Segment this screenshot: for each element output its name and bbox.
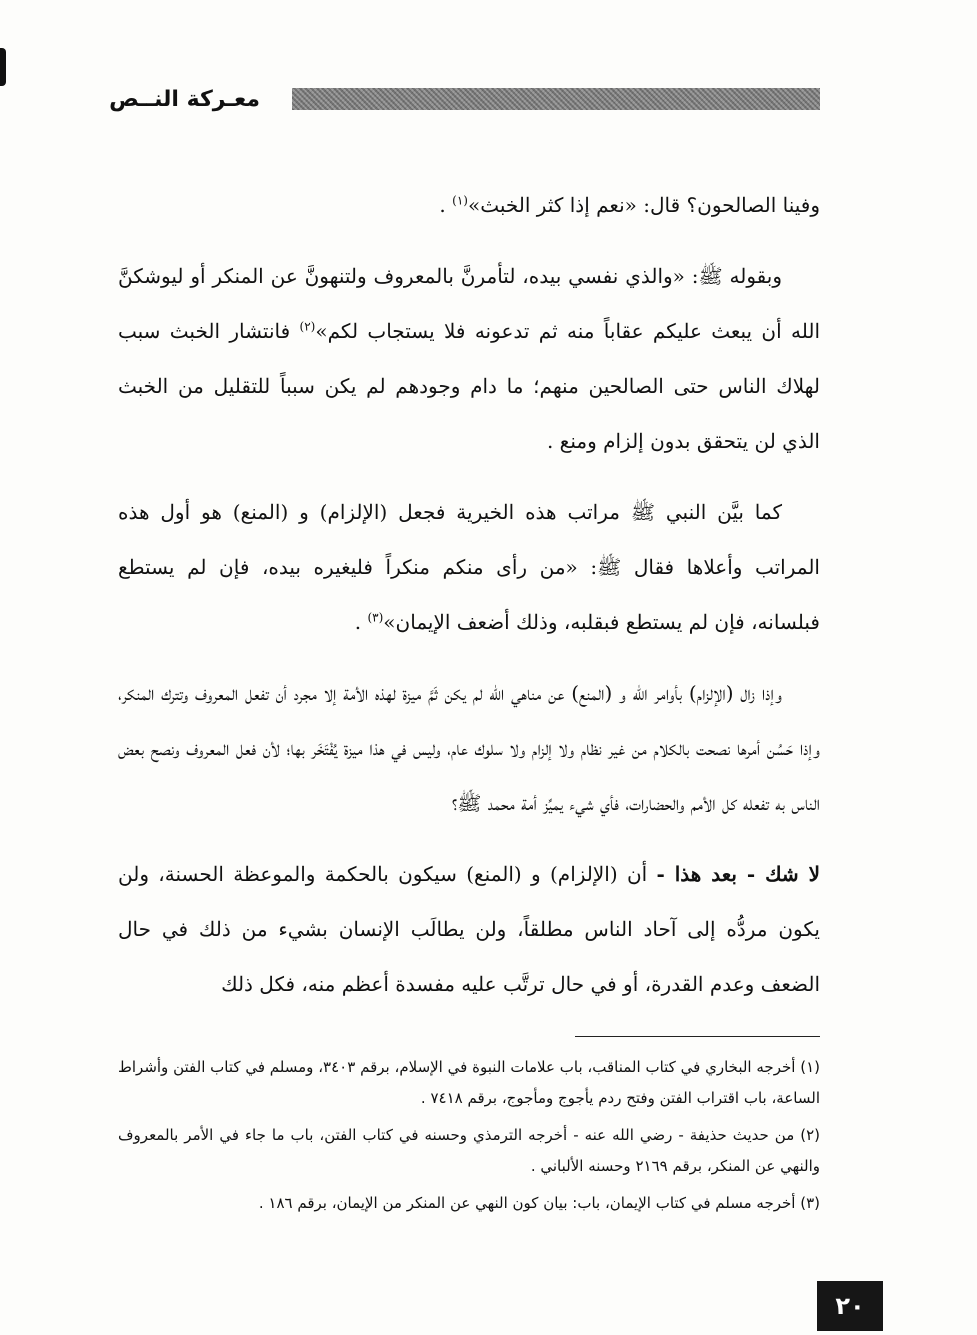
- paragraph: [118, 847, 820, 1012]
- paragraph: [118, 178, 820, 233]
- paragraph-text: كما بيَّن النبي ﷺ مراتب هذه الخيرية فجعل (الإلزام) و (المنع) هو أول هذه المراتب وأعلاها فقال ﷺ: «من رأى منكم منكراً فليغيره بيده، فإن لم يستطع فبلسانه، فإن لم يستطع فبقلبه، وذلك أضعف الإيمان»: [118, 500, 820, 634]
- footnote: (٣) أخرجه مسلم في كتاب الإيمان، باب: بيان كون النهي عن المنكر من الإيمان، برقم ١٨٦ .: [258, 1194, 820, 1212]
- paragraph-tail: .: [354, 610, 368, 634]
- paragraph: [118, 666, 820, 831]
- paragraph-text: وإذا زال (الإلزام) بأوامر الله و (المنع) عن مناهي الله لم يكن ثَمَّ ميزة لهذه الأمة إلا مجرد أن تفعل المعروف وتترك المنكر، وإذا حَسُن أمرها نصحت بالكلام من غير نظام ولا إلزام ولا سلوك عام، وليس في هذا ميزة يُفْتَخَر بها؛ لأن فعل المعروف ونصح بعض الناس به تفعله كل الأمم والحضارات، فأي شيء يميِّز أمة محمد ﷺ؟: [118, 681, 820, 815]
- paragraph-tail: .: [439, 193, 453, 217]
- paragraph: [118, 249, 820, 469]
- page-edge-mark: [0, 48, 6, 86]
- running-title: معـركة النــص: [109, 87, 260, 112]
- footnotes: [118, 1052, 820, 1225]
- paragraph-text: أن (الإلزام) و (المنع) سيكون بالحكمة والموعظة الحسنة، ولن يكون مردُّه إلى آحاد الناس مطلقاً، ولن يطالَب الإنسان بشيء من ذلك في حال الضعف وعدم القدرة، أو في حال ترتَّب عليه مفسدة أعظم منه، فكل ذلك: [118, 862, 820, 996]
- paragraph-text: وبقوله ﷺ: «والذي نفسي بيده، لتأمرنَّ بالمعروف ولتنهونَّ عن المنكر أو ليوشكنَّ الله أن يبعث عليكم عقاباً منه ثم تدعونه فلا يستجاب لكم»: [118, 264, 821, 343]
- footnote-separator: [575, 1036, 820, 1037]
- running-header: [109, 86, 820, 114]
- footnote: (١) أخرجه البخاري في كتاب المناقب، باب علامات النبوة في الإسلام، برقم ٣٤٠٣، ومسلم في كتاب الفتن وأشراط الساعة، باب اقتراب الفتن وفتح ردم يأجوج ومأجوج، برقم ٧٤١٨ .: [118, 1058, 820, 1107]
- paragraph-tail: فانتشار الخبث سبب لهلاك الناس حتى الصالحين منهم؛ ما دام وجودهم لم يكن سبباً للتقليل من الخبث الذي لن يتحقق بدون إلزام ومنع .: [118, 319, 820, 453]
- footnote-ref: (٣): [367, 610, 384, 625]
- paragraph-bold-lead: لا شك - بعد هذا -: [656, 862, 821, 886]
- paragraph-text: وفينا الصالحون؟ قال: «نعم إذا كثر الخبث»: [467, 193, 820, 217]
- main-text: [118, 178, 820, 1028]
- page-number: ٢٠: [817, 1281, 883, 1331]
- footnote-ref: (٢): [299, 319, 316, 334]
- header-pattern-bar: [292, 88, 820, 110]
- paragraph: [118, 485, 820, 650]
- footnote: (٢) من حديث حذيفة - رضي الله عنه - أخرجه الترمذي وحسنه في كتاب الفتن، باب ما جاء في الأمر بالمعروف والنهي عن المنكر، برقم ٢١٦٩ وحسنه الألباني .: [118, 1126, 820, 1175]
- footnote-ref: (١): [452, 193, 468, 208]
